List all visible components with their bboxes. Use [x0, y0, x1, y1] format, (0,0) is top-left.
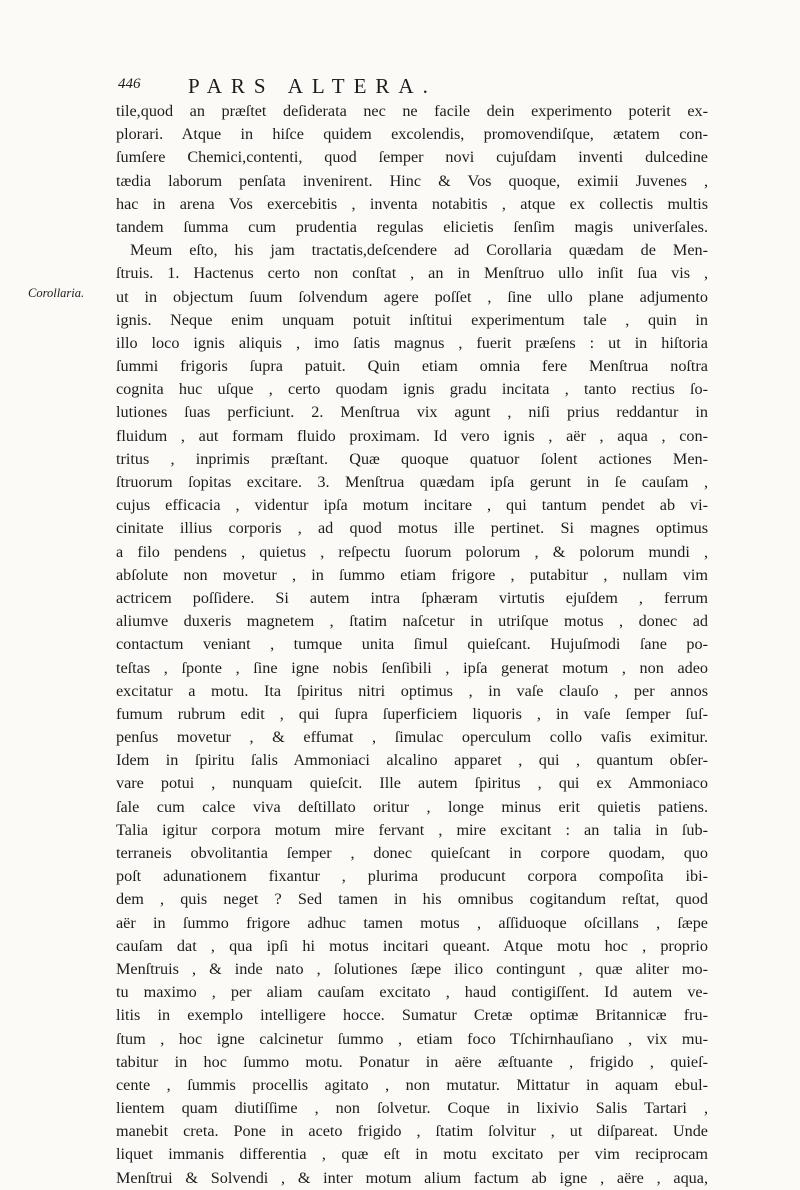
- text-line: tabitur in hoc ſummo motu. Ponatur in aëre æſtuante , frigido , quieſ-: [116, 1052, 708, 1071]
- text-line: fumum rubrum edit , qui ſupra ſuperficiem liquoris , in vaſe ſemper ſuſ-: [116, 704, 708, 723]
- text-line: cauſam dat , qua ipſi hi motus incitari queant. Atque motu hoc , proprio: [116, 936, 708, 955]
- text-line: dem , quis neget ? Sed tamen in his omnibus cogitandum reſtat, quod: [116, 890, 708, 909]
- text-line: Menſtruis , & inde nato , ſolutiones ſæpe ilico contingunt , quæ aliter mo-: [116, 959, 708, 978]
- margin-note: Corollaria.: [28, 286, 85, 300]
- text-line: Menſtrui & Solvendi , & inter motum alium factum ab igne , aëre , aqua,: [116, 1168, 708, 1187]
- text-line: tile,quod an præſtet deſiderata nec ne facile dein experimento poterit ex-: [116, 102, 708, 120]
- text-line: plorari. Atque in hiſce quidem excolendis, promovendiſque, ætatem con-: [116, 125, 708, 144]
- page-number: 446: [118, 76, 141, 92]
- text-line: ſtruorum ſopitas excitare. 3. Menſtrua quædam ipſa gerunt in ſe cauſam ,: [116, 473, 708, 491]
- running-head: PARS ALTERA.: [188, 74, 437, 98]
- text-line: manebit creta. Pone in aceto frigido , ſtatim ſolvitur , ut diſpareat. Unde: [116, 1122, 708, 1141]
- text-line: ſumſere Chemici,contenti, quod ſemper novi cujuſdam inventi dulcedine: [116, 148, 708, 167]
- text-line: illo loco ignis aliquis , imo ſatis magnus , fuerit præſens : ut in hiſtoria: [116, 333, 708, 352]
- text-line: tandem ſumma cum prudentia regulas elicietis ſenſim magis univerſales.: [116, 217, 708, 236]
- page-header: [118, 74, 678, 102]
- text-line: cinitate illius corporis , ad quod motus ille pertinet. Si magnes optimus: [116, 519, 708, 538]
- text-line: actricem poſſidere. Si autem intra ſphæram virtutis ejuſdem , ferrum: [116, 588, 708, 607]
- text-line: hac in arena Vos exercebitis , inventa notabitis , atque ex collectis multis: [116, 194, 708, 213]
- text-line: poſt adunationem fixantur , plurima producunt corpora compoſita ibi-: [116, 867, 708, 886]
- text-line: tædia laborum penſata invenirent. Hinc & Vos quoque, eximii Juvenes ,: [116, 171, 708, 190]
- text-line: cognita huc uſque , certo quodam ignis gradu incitata , tanto rectius ſo-: [116, 380, 708, 399]
- text-line: ſtruis. 1. Hactenus certo non conſtat , an in Menſtruo ullo inſit ſua vis ,: [116, 264, 708, 283]
- text-line: Talia igitur corpora motum mire fervant , mire excitant : an talia in ſub-: [116, 820, 708, 839]
- text-line: excitatur a motu. Ita ſpiritus nitri optimus , in vaſe clauſo , per annos: [116, 681, 708, 700]
- text-line: Meum eſto, his jam tractatis,deſcendere ad Corollaria quædam de Men-: [130, 241, 708, 260]
- text-line: ignis. Neque enim unquam potuit inſtitui experimentum tale , quin in: [116, 310, 708, 329]
- text-line: ſtum , hoc igne calcinetur ſummo , etiam foco Tſchirnhauſiano , vix mu-: [116, 1029, 708, 1048]
- text-line: litis in exemplo intelligere hocce. Sumatur Cretæ optimæ Britannicæ fru-: [116, 1006, 708, 1025]
- text-line: ſummi frigoris ſupra patuit. Quin etiam omnia fere Menſtrua noſtra: [116, 357, 708, 376]
- text-line: abſolute non movetur , in ſummo etiam frigore , putabitur , nullam vim: [116, 565, 708, 584]
- text-line: tritus , inprimis præſtant. Quæ quoque quatuor ſolent actiones Men-: [116, 449, 708, 468]
- text-line: Idem in ſpiritu ſalis Ammoniaci alcalino apparet , qui , quantum obſer-: [116, 751, 708, 770]
- text-line: contactum veniant , tumque unita ſimul quieſcant. Hujuſmodi ſane po-: [116, 635, 708, 654]
- text-line: teſtas , ſponte , ſine igne nobis ſenſibili , ipſa generat motum , non adeo: [116, 658, 708, 677]
- text-line: aliumve duxeris magnetem , ſtatim naſcetur in utriſque motus , donec ad: [116, 612, 708, 631]
- text-line: penſus movetur , & effumat , ſimulac operculum collo vaſis eximitur.: [116, 728, 708, 747]
- text-line: ſale cum calce viva deſtillato oritur , longe minus erit quietis patiens.: [116, 797, 708, 816]
- text-line: vare potui , nunquam quieſcit. Ille autem ſpiritus , qui ex Ammoniaco: [116, 774, 708, 793]
- text-line: fluidum , aut formam fluido proximam. Id vero ignis , aër , aqua , con-: [116, 426, 708, 445]
- text-line: cujus efficacia , videntur ipſa motum incitare , qui tantum pendet ab vi-: [116, 496, 708, 515]
- text-line: aër in ſummo frigore adhuc tamen motus , aſſiduoque oſcillans , ſæpe: [116, 913, 708, 932]
- text-line: tu maximo , per aliam cauſam excitato , haud contigiſſent. Id autem ve-: [116, 983, 708, 1002]
- text-line: terraneis obvolitantia ſemper , donec quieſcant in corpore quodam, quo: [116, 844, 708, 862]
- text-body: [116, 100, 708, 1190]
- text-line: cente , ſummis procellis agitato , non mutatur. Mittatur in aquam ebul-: [116, 1075, 708, 1094]
- text-line: ut in objectum ſuum ſolvendum agere poſſet , ſine ullo plane adjumento: [116, 287, 708, 306]
- text-line: liquet immanis differentia , quæ eſt in motu excitato per vim reciprocam: [116, 1145, 708, 1164]
- text-line: lientem quam diutiſſime , non ſolvetur. Coque in lixivio Salis Tartari ,: [116, 1099, 708, 1118]
- text-line: a filo pendens , quietus , reſpectu ſuorum polorum , & polorum mundi ,: [116, 542, 708, 561]
- text-line: lutiones ſuas perficiunt. 2. Menſtrua vix agunt , niſi prius reddantur in: [116, 403, 708, 422]
